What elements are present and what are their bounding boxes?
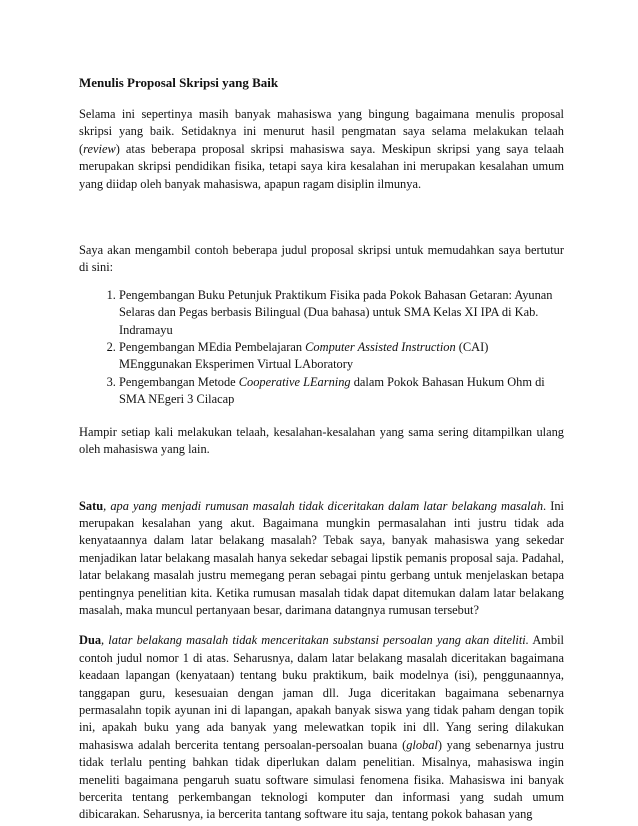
intro-text-2: ) atas beberapa proposal skripsi mahasiswa saya. Meskipun skripsi yang saya telaah merupakan skripsi pendidikan fisika, tetapi saya kira kesalahan ini merupakan kesalahan umum yang diidap oleh banyak mahasiswa, apapun ragam disiplin ilmunya. (79, 141, 564, 191)
list-item-text: (CAI) MEnggunakan Eksperimen Virtual LAboratory (119, 340, 489, 372)
intro-review-term: review (83, 141, 116, 156)
point-two-body-1: Ambil contoh judul nomor 1 di atas. Seharusnya, dalam latar belakang masalah diceritakan bagaimana keadaan lapangan (kenyataan) tentang buku praktikum, baik modelnya (isi), penggunaannya, tanggapan guru, kesesuaian dengan jaman dll. Juga diceritakan bagaimana sebenarnya permasalahn topik ayunan ini di lapangan, apakah banyak siswa yang tidak paham dengan topik ini, apakah buku yang ada banyak yang melewatkan topik ini dll. Yang sering dilakukan mahasiswa adalah bercerita tentang persoalan-persoalan buana ( (79, 633, 564, 752)
list-item-text: Pengembangan MEdia Pembelajaran (119, 340, 306, 355)
paragraph-common-mistakes: Hampir setiap kali melakukan telaah, kesalahan-kesalahan yang sama sering ditampilkan ulang oleh mahasiswa yang lain. (79, 424, 564, 457)
intro-text-1: Selama ini sepertinya masih banyak mahasiswa yang bingung bagaimana menulis proposal skripsi yang baik. Setidaknya ini menurut hasil pengmatan saya selama melakukan telaah ( (79, 107, 564, 156)
list-item (119, 339, 564, 374)
point-two-heading: , latar belakang masalah tidak menceritakan substansi persoalan yang akan diteliti. (101, 633, 529, 648)
document-title: Menulis Proposal Skripsi yang Baik (79, 75, 279, 90)
list-item-italic: Computer Assisted Instruction (305, 340, 456, 355)
paragraph-examples-intro: Saya akan mengambil contoh beberapa judul proposal skripsi untuk memudahkan saya bertutur di sini: (79, 243, 564, 275)
point-one-heading: , apa yang menjadi rumusan masalah tidak diceritakan dalam latar belakang masalah (103, 498, 544, 513)
point-one-body: . Ini merupakan kesalahan yang akut. Bagaimana mungkin permasalahan inti justru tidak ada kenyataannya dalam latar belakang masalah? Tebak saya, banyak mahasiswa yang sekedar menjadikan latar belakang masalah hanya sekedar sebagai lipstik pemanis proposal saja. Padahal, latar belakang masalah justru memegang peran sebagai pintu gerbang untuk menjelaskan betapa pentingnya penelitian kita. Ketika rumusan masalah tidak dapat ditemukan dalam latar belakang masalah, maka muncul pertanyaan besar, darimana datangnya rumusan tersebut? (79, 498, 564, 617)
point-two-body-2: ) yang sebenarnya justru tidak terlalu penting bahkan tidak diperlukan dalam penelitian. Misalnya, mahasiswa ingin meneliti bagaimana pengaruh suatu software simulasi fenomena fisika. Mahasiswa ini banyak bercerita tentang perkembangan teknologi komputer dan informasi yang sudah umum dibicarakan. Seharusnya, ia bercerita tantang software itu saja, tentang pokok bahasan yang (79, 737, 564, 822)
paragraph-intro (79, 106, 564, 193)
document-page (79, 74, 564, 824)
list-item (119, 374, 564, 409)
list-item-text: Pengembangan Metode (119, 374, 239, 389)
point-two-lead: Dua (79, 633, 102, 648)
list-item-italic: Cooperative LEarning (238, 374, 351, 389)
paragraph-point-one (79, 498, 564, 620)
point-two-global-term: global (406, 737, 438, 752)
example-titles-list (79, 287, 564, 409)
paragraph-point-two (79, 632, 564, 823)
list-item-text: dalam Pokok Bahasan Hukum Ohm di SMA NEgeri 3 Cilacap (119, 374, 545, 407)
point-one-lead: Satu (79, 498, 104, 513)
list-item: 1. Pengembangan Buku Petunjuk Praktikum Fisika pada Pokok Bahasan Getaran: Ayunan Selaras dan Pegas berbasis Bilingual (Dua bahasa) untuk SMA Kelas XI IPA di Kab. Indramayu (119, 287, 564, 339)
